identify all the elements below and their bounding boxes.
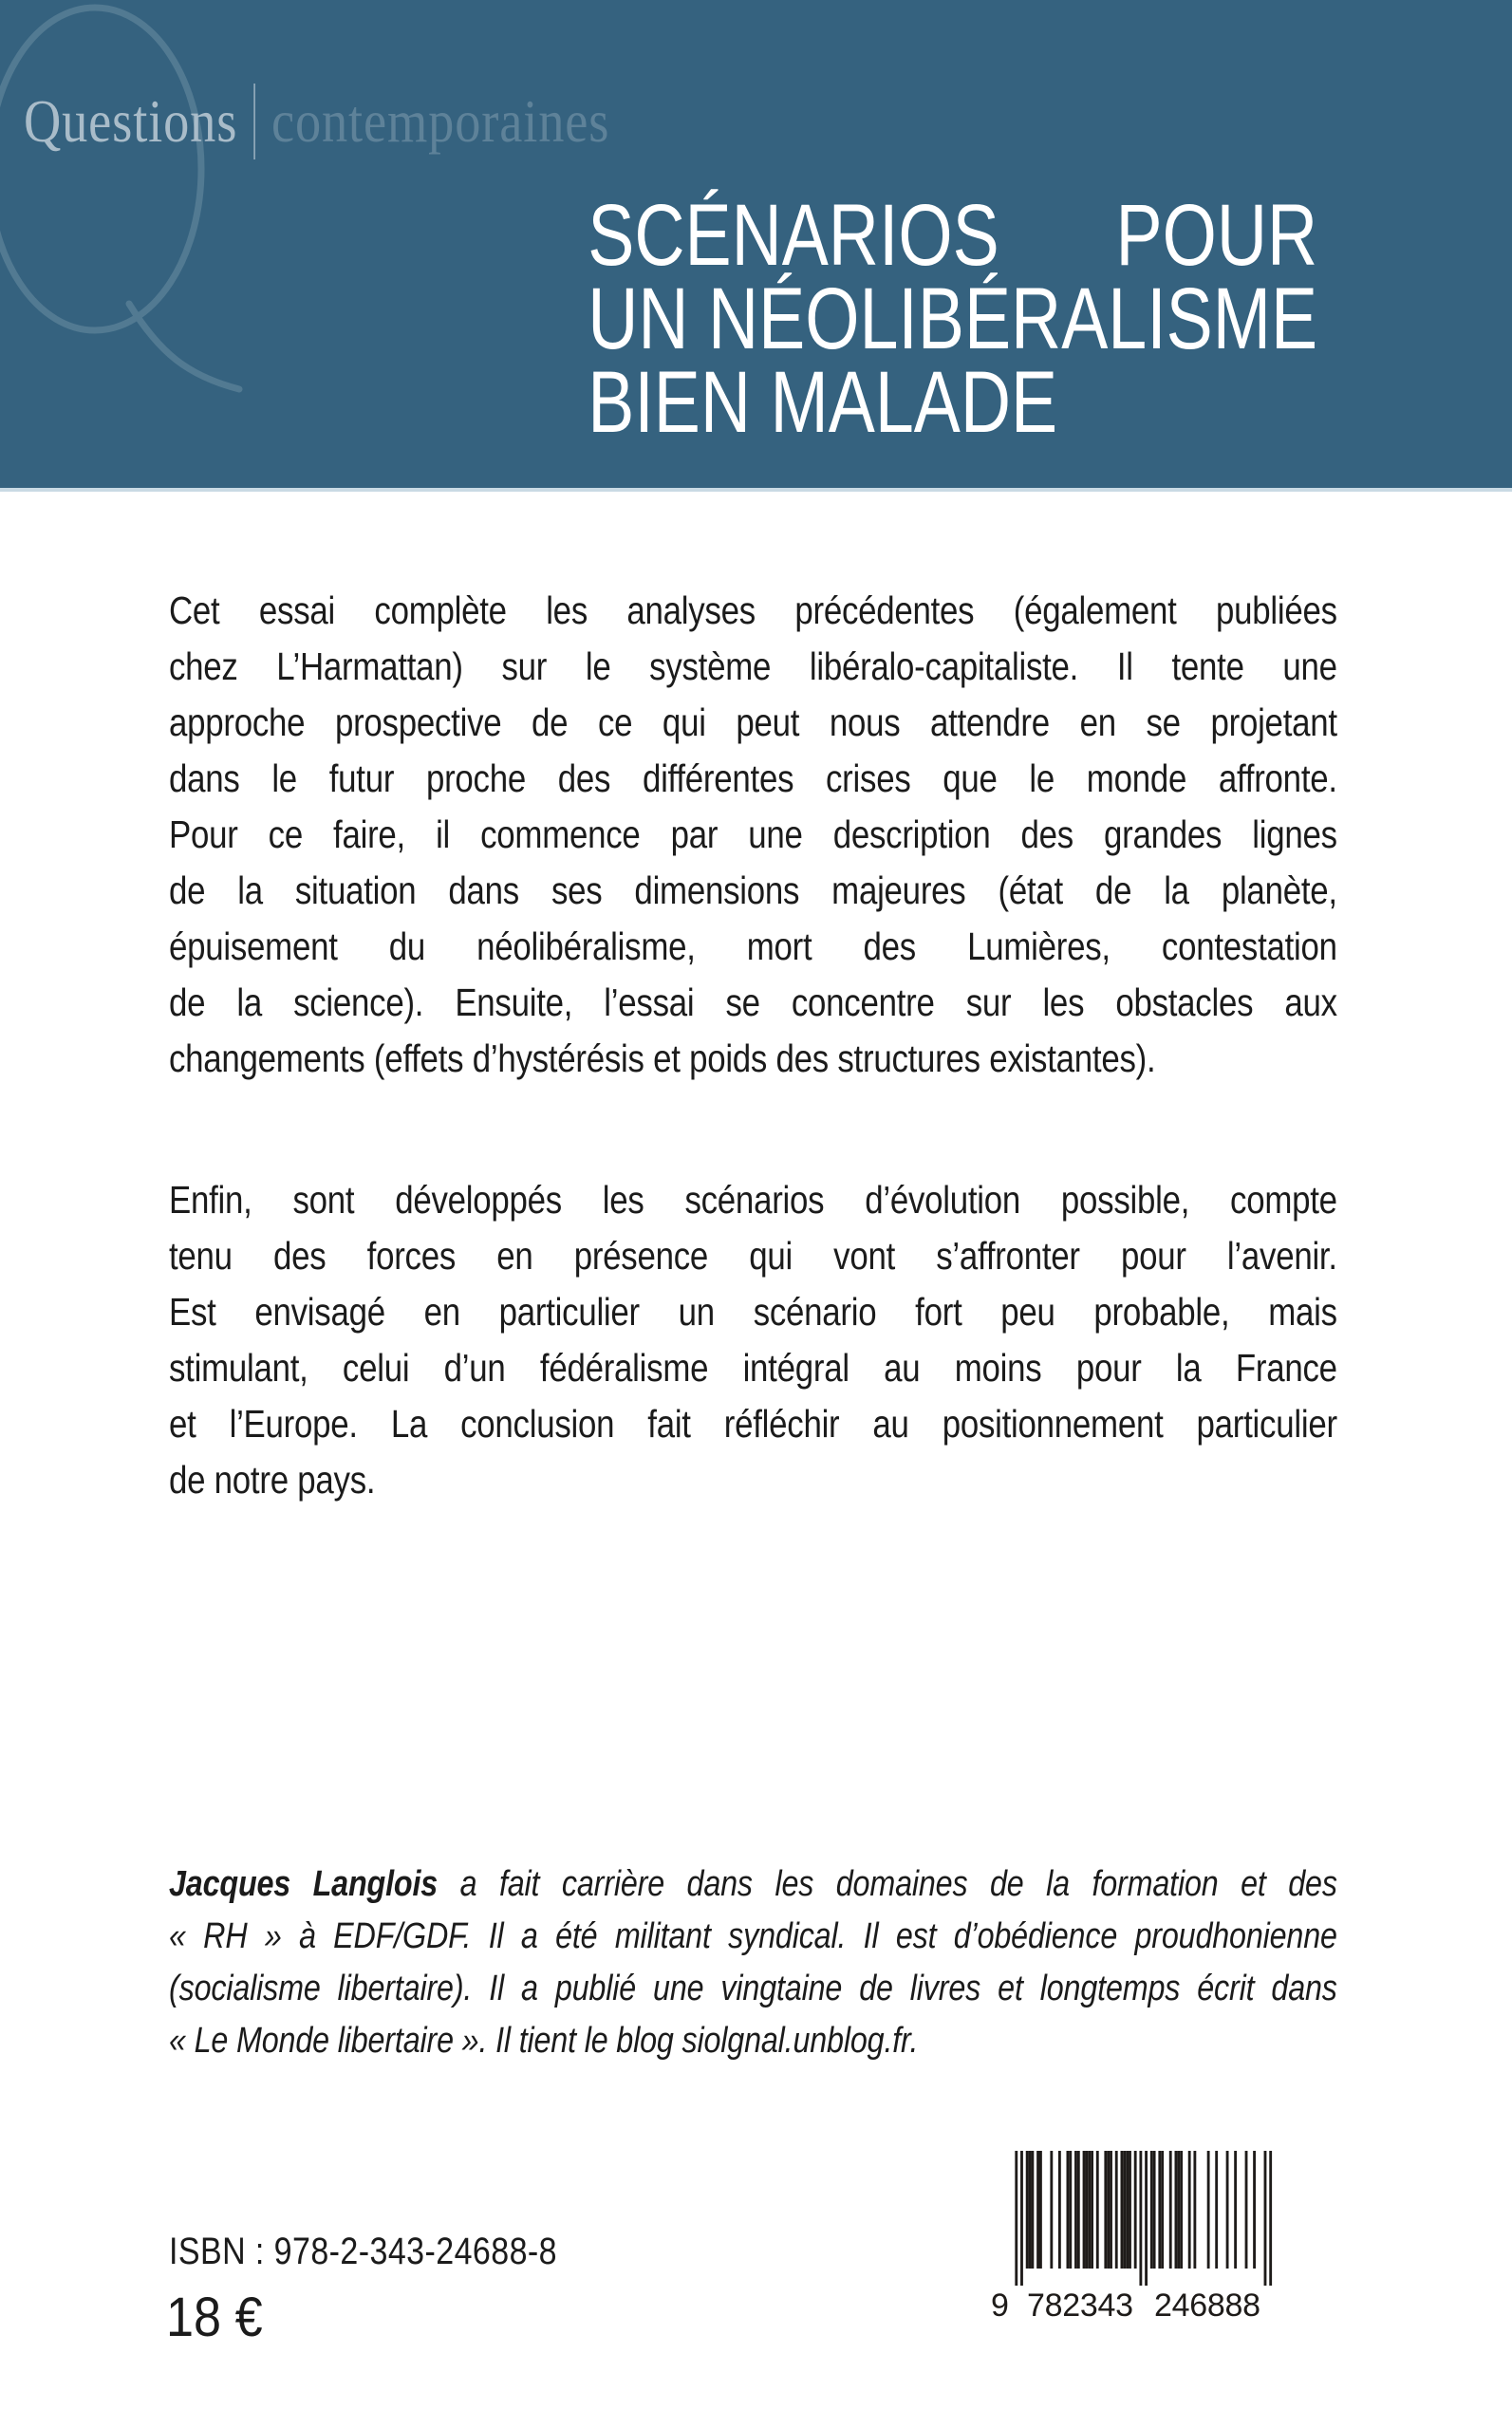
book-title [588,187,1317,451]
text-line: « RH » à EDF/GDF. Il a été militant syndical. Il est d’obédience proudhonienne [169,1916,1337,1956]
text-line: chez L’Harmattan) sur le système libéralo-capitaliste. Il tente une [169,644,1337,688]
text-line: SCÉNARIOS POUR [588,187,1317,284]
text-line: tenu des forces en présence qui vont s’affronter pour l’avenir. [169,1234,1337,1278]
synopsis [169,583,1337,1508]
text-line: Est envisagé en particulier un scénario fort peu probable, mais [169,1290,1337,1334]
barcode-svg [985,2151,1291,2322]
text-line: Cet essai complète les analyses précédentes (également publiées [169,588,1337,632]
collection-name-contemporaines: contemporaines [271,87,610,155]
barcode-number: 782343 [1027,2288,1133,2322]
bio-first-line [169,1858,1337,1911]
q-watermark-icon [0,0,285,408]
text-line: « Le Monde libertaire ». Il tient le blog siolgnal.unblog.fr. [169,2021,919,2061]
text-line: et l’Europe. La conclusion fait réfléchir au positionnement particulier [169,1402,1337,1446]
text-line: changements (effets d’hystérésis et poids des structures existantes). [169,1036,1156,1080]
barcode-number: 246888 [1154,2288,1260,2322]
author-name: Jacques Langlois [169,1864,439,1904]
collection-divider-line [253,84,255,159]
text-line: de la situation dans ses dimensions majeures (état de la planète, [169,868,1337,912]
text-line: UN NÉOLIBÉRALISME [588,271,1317,367]
text-line: Pour ce faire, il commence par une description des grandes lignes [169,812,1337,856]
author-bio [169,1858,1337,2067]
collection-header [24,84,609,159]
price-text: 18 € [166,2287,263,2348]
isbn-text: ISBN : 978-2-343-24688-8 [169,2231,558,2272]
barcode-number: 9 [991,2288,1009,2322]
text-line: BIEN MALADE [588,354,1057,451]
collection-band [0,0,1512,492]
text-line: épuisement du néolibéralisme, mort des Lumières, contestation [169,924,1337,968]
text-line: (socialisme libertaire). Il a publié une vingtaine de livres et longtemps écrit dans [169,1969,1337,2008]
synopsis-paragraph-1 [169,583,1337,1087]
text-line: stimulant, celui d’un fédéralisme intégral au moins pour la France [169,1346,1337,1390]
text-line: de la science). Ensuite, l’essai se concentre sur les obstacles aux [169,980,1337,1024]
text-line: dans le futur proche des différentes crises que le monde affronte. [169,756,1337,800]
bio-first-line-rest: a fait carrière dans les domaines de la formation et des [459,1864,1337,1904]
collection-name-questions: Questions [24,87,238,155]
barcode [985,2151,1291,2322]
text-line: Enfin, sont développés les scénarios d’évolution possible, compte [169,1178,1337,1222]
bio-rest-lines [169,1911,1337,2067]
synopsis-paragraph-2 [169,1172,1337,1508]
text-line: approche prospective de ce qui peut nous attendre en se projetant [169,700,1337,744]
text-line: de notre pays. [169,1458,376,1502]
